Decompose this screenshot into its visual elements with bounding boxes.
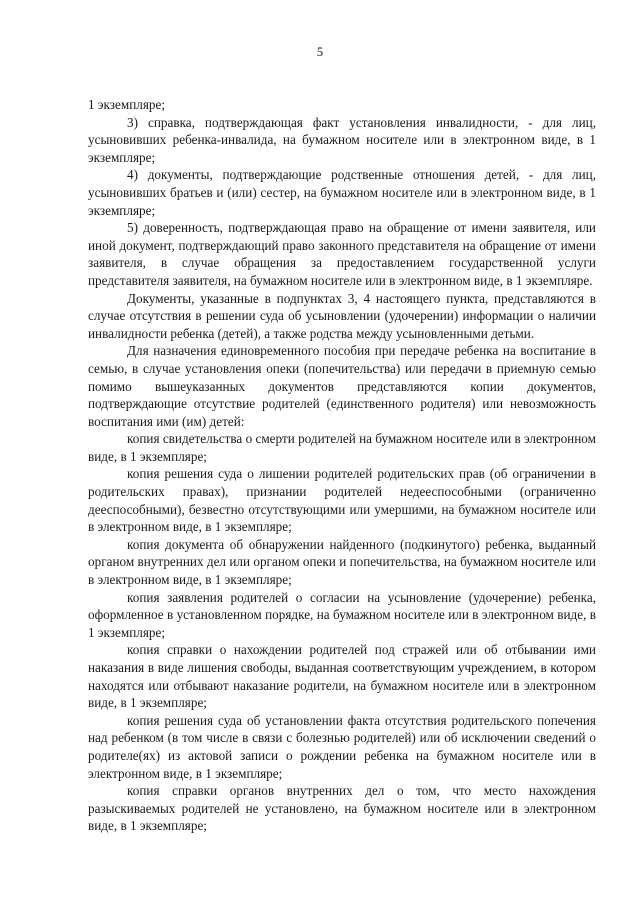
paragraph: копия заявления родителей о согласии на усыновление (удочерение) ребенка, оформленное в установленном порядке, на бумажном носителе или в электронном виде, в 1 экземпляре; [88,589,596,640]
paragraph: 1 экземпляре; [88,97,166,112]
paragraph: 5) доверенность, подтверждающая право на обращение от имени заявителя, или иной документ, подтверждающий право законного представителя на обращение от имени заявителя, в случае обращения за предоставлением государственной услуги представителя заявителя, на бумажном носителе или в электронном виде, в 1 экземпляре. [88,220,596,288]
page-number: 5 [316,45,324,59]
paragraph: копия справки органов внутренних дел о том, что место нахождения разыскиваемых родителей не установлено, на бумажном носителе или в электронном виде, в 1 экземпляре; [88,783,596,834]
document-body [88,96,596,835]
paragraph: копия свидетельства о смерти родителей на бумажном носителе или в электронном виде, в 1 экземпляре; [88,431,596,464]
paragraph: Для назначения единовременного пособия при передаче ребенка на воспитание в семью, в случае установления опеки (попечительства) или передачи в приемную семью помимо вышеуказанных документов представляются копии документов, подтверждающие отсутствие родителей (единственного родителя) или невозможность воспитания ими (им) детей: [88,343,596,429]
paragraph: копия документа об обнаружении найденного (подкинутого) ребенка, выданный органом внутренних дел или органом опеки и попечительства, на бумажном носителе или в электронном виде, в 1 экземпляре; [88,536,596,588]
paragraph: копия решения суда об установлении факта отсутствия родительского попечения над ребенком (в том числе в связи с болезнью родителей) или об исключении сведений о родителе(ях) из актовой записи о рождении ребенка на бумажном носителе или в электронном виде, в 1 экземпляре; [88,712,596,781]
paragraph: копия справки о нахождении родителей под стражей или об отбывании ими наказания в виде лишения свободы, выданная соответствующим учреждением, в котором находятся или отбывают наказание родители, на бумажном носителе или в электронном виде, в 1 экземпляре; [88,642,596,711]
paragraph: 4) документы, подтверждающие родственные отношения детей, - для лиц, усыновивших братьев и (или) сестер, на бумажном носителе или в электронном виде, в 1 экземпляре; [88,167,596,218]
paragraph: 3) справка, подтверждающая факт установления инвалидности, - для лиц, усыновивших ребенка-инвалида, на бумажном носителе или в электронном виде, в 1 экземпляре; [88,114,596,165]
paragraph: Документы, указанные в подпунктах 3, 4 настоящего пункта, представляются в случае отсутствия в решении суда об усыновлении (удочерении) информации о наличии инвалидности ребенка (детей), а также родства между усыновленными детьми. [88,290,596,341]
paragraph: копия решения суда о лишении родителей родительских прав (об ограничении в родительских правах), признании родителей недееспособными (ограниченно дееспособными), безвестно отсутствующими или умершими, на бумажном носителе или в электронном виде, в 1 экземпляре; [88,466,596,535]
